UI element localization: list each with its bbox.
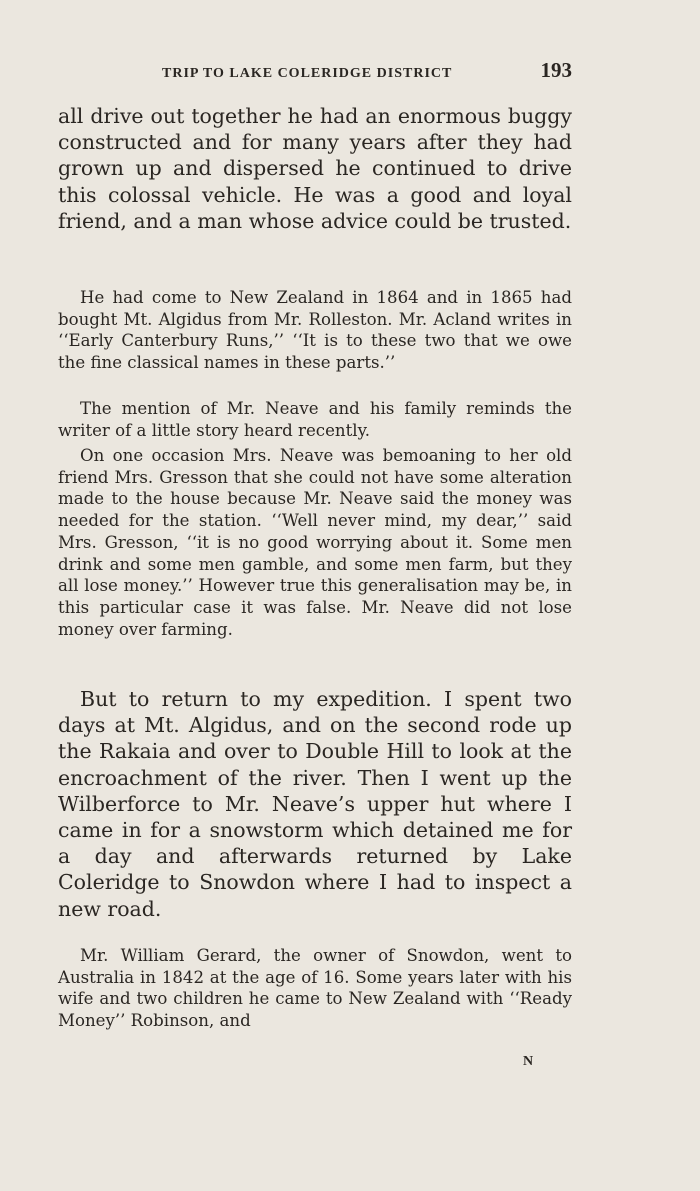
paragraph-expedition: But to return to my expedition. I spent two days at Mt. Algidus, and on the second rode up the Rakaia and over to Double Hill to look at the encroachment of the river. Then I went up the Wilberforce to Mr. Neave’s upper hut where I came in for a snowstorm which detained me for a day and afterwards returned by Lake Coleridge to Snowdon where I had to inspect a new road. bbox=[58, 687, 572, 921]
running-head: TRIP TO LAKE COLERIDGE DISTRICT bbox=[162, 66, 453, 81]
page-number: 193 bbox=[540, 58, 572, 82]
signature-mark: N bbox=[523, 1054, 534, 1069]
paragraph-buggy: all drive out together he had an enormous buggy constructed and for many years after they had grown up and dispersed he continued to drive this colossal vehicle. He was a good and loyal friend, and a man whose advice could be trusted. bbox=[58, 104, 572, 233]
paragraph-neave-story: On one occasion Mrs. Neave was bemoaning to her old friend Mrs. Gresson that she could not have some alteration made to the house because Mr. Neave said the money was needed for the station. ‘‘Well never mind, my dear,’’ said Mrs. Gresson, ‘‘it is no good worrying about it. Some men drink and some men gamble, and some men farm, but they all lose money.’’ However true this generalisation may be, in this particular case it was false. Mr. Neave did not lose money over farming. bbox=[58, 446, 572, 639]
page-header bbox=[58, 58, 572, 88]
paragraph-gerard: Mr. William Gerard, the owner of Snowdon, went to Australia in 1842 at the age of 16. Some years later with his wife and two children he came to New Zealand with ‘‘Ready Money’’ Robinson, and bbox=[58, 946, 572, 1031]
paragraph-mt-algidus: He had come to New Zealand in 1864 and in 1865 had bought Mt. Algidus from Mr. Rolleston. Mr. Acland writes in ‘‘Early Canterbury Runs,’’ ‘‘It is to these two that we owe the fine classical names in these parts.’’ bbox=[58, 288, 572, 373]
paragraph-neave-mention: The mention of Mr. Neave and his family reminds the writer of a little story heard recently. bbox=[58, 399, 572, 440]
